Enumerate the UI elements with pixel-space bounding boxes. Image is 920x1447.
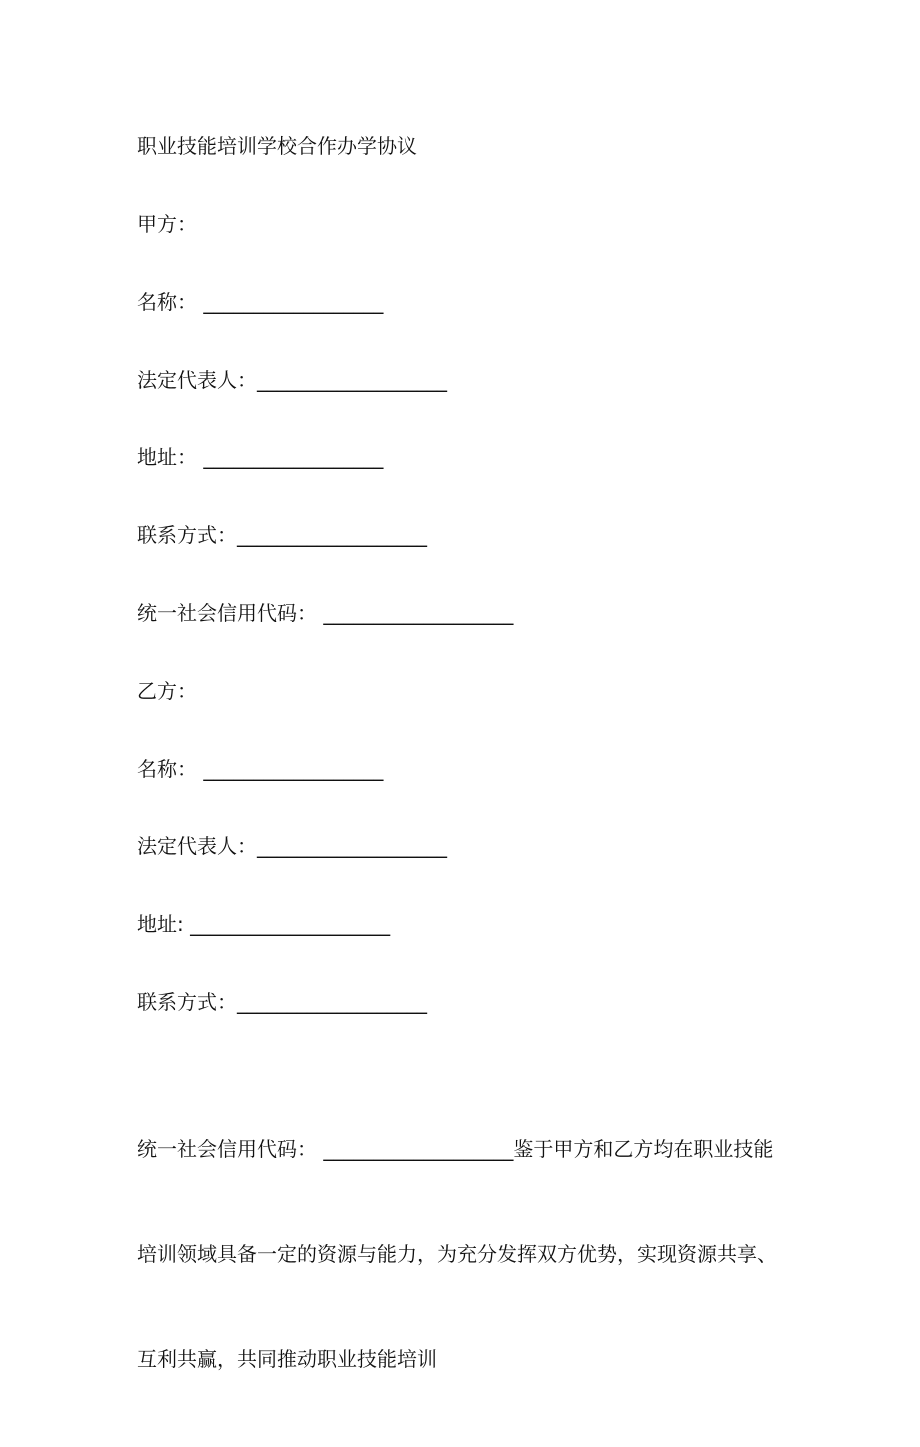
document-title: 职业技能培训学校合作办学协议 (137, 134, 417, 158)
party-a-credit-code-field: 统一社会信用代码： ___________________ (137, 601, 514, 625)
party-b-contact-field: 联系方式：___________________ (137, 990, 427, 1014)
party-b-heading: 乙方： (137, 679, 197, 703)
party-a-contact-field: 联系方式：___________________ (137, 523, 427, 547)
party-a-address-field: 地址： __________________ (137, 445, 384, 469)
closing-paragraph (137, 1062, 787, 1447)
party-a-name-field: 名称： __________________ (137, 290, 384, 314)
party-b-address-field: 地址: ____________________ (137, 912, 391, 936)
party-b-legal-rep-field: 法定代表人：___________________ (137, 834, 447, 858)
closing-line-1: 统一社会信用代码： ___________________鉴于甲方和乙方均在职业技能 (137, 1137, 774, 1161)
party-b-name-field: 名称： __________________ (137, 757, 384, 781)
closing-line-3: 互利共赢，共同推动职业技能培训 (137, 1347, 437, 1371)
closing-line-2: 培训领域具备一定的资源与能力，为充分发挥双方优势，实现资源共享、 (137, 1242, 777, 1266)
party-a-heading: 甲方： (137, 212, 197, 236)
party-a-legal-rep-field: 法定代表人：___________________ (137, 368, 447, 392)
